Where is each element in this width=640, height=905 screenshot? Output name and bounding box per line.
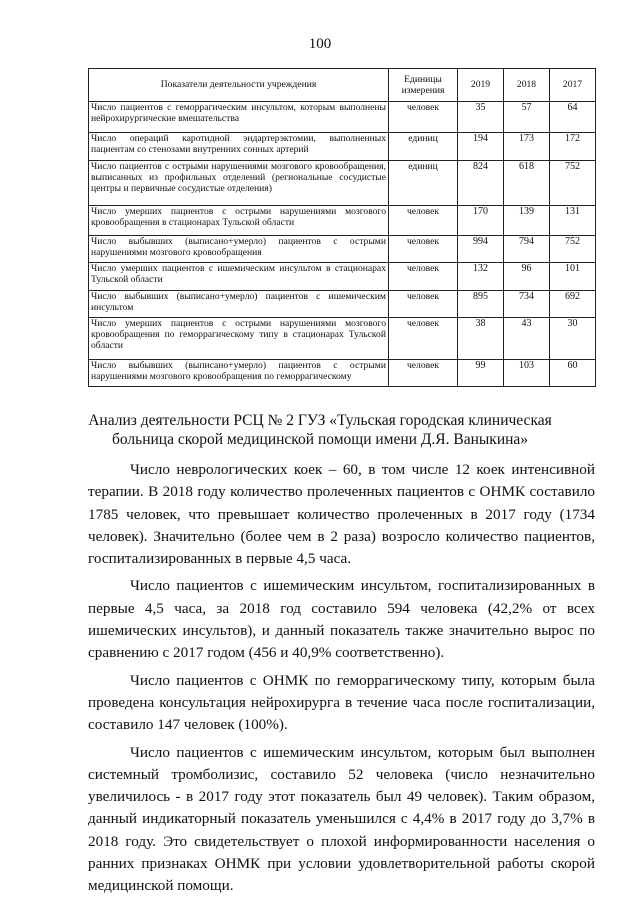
row-value-2018: 103 [504, 360, 550, 387]
table-row [89, 236, 596, 263]
table-row [89, 291, 596, 318]
row-unit: человек [389, 206, 458, 236]
row-value-2017: 101 [550, 263, 596, 291]
table-row [89, 318, 596, 360]
row-value-2018: 618 [504, 161, 550, 206]
row-indicator: Число пациентов с геморрагическим инсультом, которым выполнены нейрохирургические вмешательства [89, 102, 389, 133]
row-value-2019: 895 [458, 291, 504, 318]
row-value-2018: 173 [504, 133, 550, 161]
table-row [89, 161, 596, 206]
row-value-2019: 994 [458, 236, 504, 263]
row-indicator: Число умерших пациентов с острыми нарушениями мозгового кровообращения в стационарах Тульской области [89, 206, 389, 236]
row-value-2019: 99 [458, 360, 504, 387]
row-value-2019: 194 [458, 133, 504, 161]
row-indicator: Число умерших пациентов с острыми нарушениями мозгового кровообращения по геморрагическому типу в стационарах Тульской области [89, 318, 389, 360]
page-number: 100 [308, 36, 332, 52]
row-value-2017: 752 [550, 161, 596, 206]
row-indicator-text: Число пациентов с острыми нарушениями мозгового кровообращения, выписанных из профильных отделений (региональные сосудистые центры и первичные сосудистые отделения) [91, 161, 386, 195]
table-header-row [89, 69, 596, 102]
row-unit: человек [389, 102, 458, 133]
body-text [88, 459, 595, 903]
row-unit: человек [389, 318, 458, 360]
table-row [89, 206, 596, 236]
row-value-2017: 752 [550, 236, 596, 263]
row-value-2017: 30 [550, 318, 596, 360]
indicators-table [88, 68, 596, 387]
row-value-2019: 170 [458, 206, 504, 236]
row-indicator: Число умерших пациентов с ишемическим инсультом в стационарах Тульской области [89, 263, 389, 291]
row-unit: человек [389, 291, 458, 318]
row-value-2019: 132 [458, 263, 504, 291]
row-indicator: Число выбывших (выписано+умерло) пациентов с ишемическим инсультом [89, 291, 389, 318]
row-value-2018: 96 [504, 263, 550, 291]
row-value-2018: 734 [504, 291, 550, 318]
paragraph: Число пациентов с ишемическим инсультом, которым был выполнен системный тромболизис, составило 52 человека (число незначительно увеличилось - в 2017 году этот показатель был 49 человек). Таким образом, данный индикаторный показатель уменьшился с 4,4% в 2017 году до 3,7% в 2018 году. Это свидетельствует о плохой информированности населения о ранних признаках ОНМК при условии удовлетворительной работы скорой медицинской помощи. [88, 743, 595, 895]
row-value-2018: 794 [504, 236, 550, 263]
paragraph: Число пациентов с ОНМК по геморрагическому типу, которым была проведена консультация нейрохирурга в течение часа после госпитализации, составило 147 человек (100%). [88, 671, 595, 734]
header-year-2018: 2018 [504, 69, 550, 102]
table-row [89, 102, 596, 133]
header-indicator: Показатели деятельности учреждения [89, 69, 389, 102]
row-unit: человек [389, 360, 458, 387]
row-indicator: Число выбывших (выписано+умерло) пациентов с острыми нарушениями мозгового кровообращения [89, 236, 389, 263]
row-value-2017: 131 [550, 206, 596, 236]
header-year-2017: 2017 [550, 69, 596, 102]
row-indicator: Число выбывших (выписано+умерло) пациентов с острыми нарушениями мозгового кровообращения по геморрагическому [89, 360, 389, 387]
row-value-2017: 60 [550, 360, 596, 387]
row-value-2019: 38 [458, 318, 504, 360]
row-unit: человек [389, 263, 458, 291]
row-indicator: Число операций каротидной эндартерэктомии, выполненных пациентам со стенозами внутренних сонных артерий [89, 133, 389, 161]
row-value-2017: 172 [550, 133, 596, 161]
row-value-2017: 692 [550, 291, 596, 318]
header-unit: Единицы измерения [389, 69, 458, 102]
row-value-2019: 824 [458, 161, 504, 206]
header-year-2019: 2019 [458, 69, 504, 102]
row-value-2018: 139 [504, 206, 550, 236]
paragraph: Число неврологических коек – 60, в том числе 12 коек интенсивной терапии. В 2018 году количество пролеченных пациентов с ОНМК составило 1785 человек, что превышает количество пролеченных в 2017 году (1734 человек). Значительно (более чем в 2 раза) возросло количество пациентов, госпитализированных в первые 4,5 часа. [88, 461, 595, 568]
row-value-2017: 64 [550, 102, 596, 133]
row-value-2018: 57 [504, 102, 550, 133]
row-unit: единиц [389, 133, 458, 161]
table-row [89, 133, 596, 161]
row-unit: единиц [389, 161, 458, 206]
row-value-2018: 43 [504, 318, 550, 360]
row-indicator [89, 161, 389, 206]
section-title: Анализ деятельности РСЦ № 2 ГУЗ «Тульская городская клиническая больница скорой медицинской помощи имени Д.Я. Ваныкина» [88, 412, 552, 448]
paragraph: Число пациентов с ишемическим инсультом, госпитализированных в первые 4,5 часа, за 2018 год составило 594 человека (42,2% от всех ишемических инсультов), и данный показатель также значительно вырос по сравнению с 2017 годом (456 и 40,9% соответственно). [88, 577, 595, 662]
table-row [89, 263, 596, 291]
row-value-2019: 35 [458, 102, 504, 133]
row-unit: человек [389, 236, 458, 263]
table-row [89, 360, 596, 387]
